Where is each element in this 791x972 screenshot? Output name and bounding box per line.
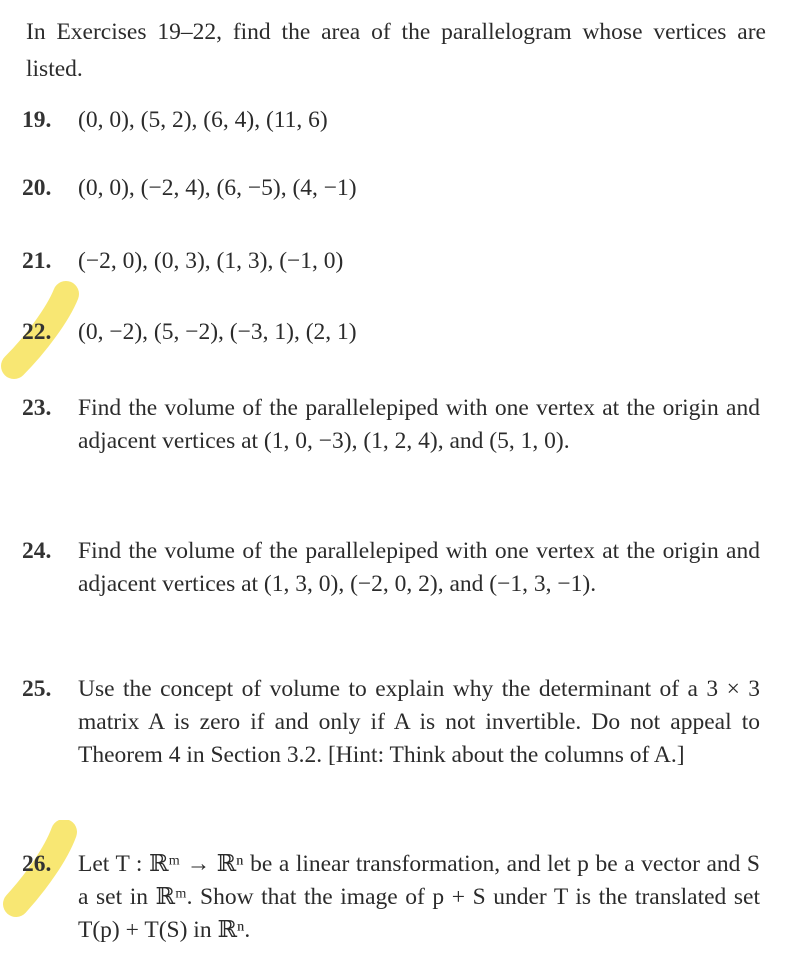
exercise-number: 23. bbox=[22, 395, 52, 421]
exercise-number: 19. bbox=[22, 107, 52, 133]
exercise-text: (−2, 0), (0, 3), (1, 3), (−1, 0) bbox=[78, 248, 344, 274]
exercise-26 bbox=[22, 848, 760, 947]
exercise-number: 22. bbox=[22, 319, 52, 345]
exercise-text: Find the volume of the parallelepiped with one vertex at the origin and adjacent vertices at (1, 3, 0), (−2, 0, 2), and (−1, 3, −1). bbox=[78, 538, 760, 597]
exercise-text: (0, 0), (5, 2), (6, 4), (11, 6) bbox=[78, 107, 328, 133]
exercise-24 bbox=[22, 535, 760, 601]
exercise-number: 26. bbox=[22, 851, 52, 877]
exercise-text: Let T : ℝᵐ → ℝⁿ be a linear transformation, and let p be a vector and S a set in ℝᵐ. Show that the image of p + S under T is the translated set T(p) + T(S) in ℝⁿ. bbox=[78, 851, 760, 943]
exercise-19 bbox=[22, 104, 760, 137]
exercise-20 bbox=[22, 172, 760, 205]
exercise-22 bbox=[22, 316, 760, 349]
exercise-number: 24. bbox=[22, 538, 52, 564]
exercise-text: Find the volume of the parallelepiped with one vertex at the origin and adjacent vertices at (1, 0, −3), (1, 2, 4), and (5, 1, 0). bbox=[78, 395, 760, 454]
exercise-text: (0, −2), (5, −2), (−3, 1), (2, 1) bbox=[78, 319, 357, 345]
exercise-23 bbox=[22, 392, 760, 458]
exercise-number: 21. bbox=[22, 248, 52, 274]
exercise-intro: In Exercises 19–22, find the area of the parallelogram whose vertices are listed. bbox=[26, 19, 766, 82]
exercise-21 bbox=[22, 245, 760, 278]
exercise-text: (0, 0), (−2, 4), (6, −5), (4, −1) bbox=[78, 175, 357, 201]
exercise-number: 25. bbox=[22, 676, 52, 702]
exercise-text: Use the concept of volume to explain why the determinant of a 3 × 3 matrix A is zero if and only if A is not invertible. Do not appeal to Theorem 4 in Section 3.2. [Hint: Think about the columns of A.] bbox=[78, 676, 760, 768]
exercise-25 bbox=[22, 673, 760, 772]
exercise-number: 20. bbox=[22, 175, 52, 201]
